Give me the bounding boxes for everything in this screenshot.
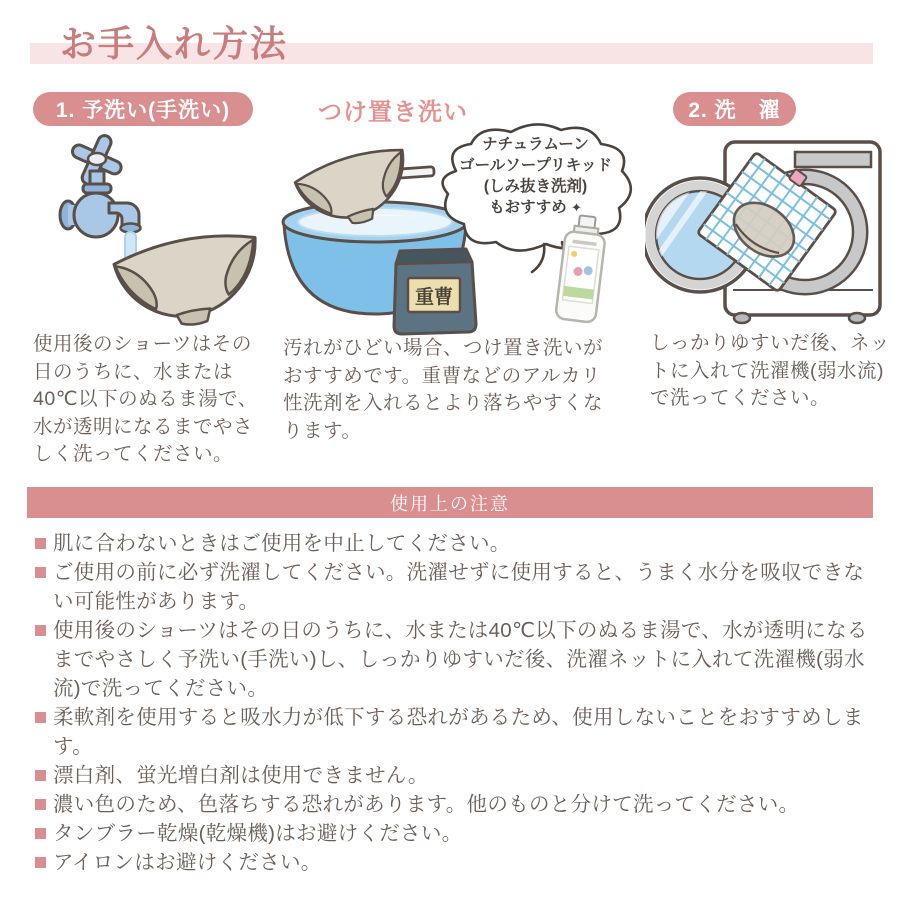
bullet-square-icon (35, 625, 46, 636)
bullet-square-icon (35, 567, 46, 578)
notice-item: ご使用の前に必ず洗濯してください。洗濯せずに使用すると、うまく水分を吸収できない可能性があります。 (35, 558, 880, 616)
bullet-square-icon (35, 828, 46, 839)
bubble-line: (しみ抜き洗剤) (483, 178, 588, 195)
faucet-rinse-illustration (35, 133, 267, 331)
bubble-line: もおすすめ ✦ (489, 199, 582, 216)
soak-header: つけ置き洗い (318, 99, 468, 126)
baking-soda-label: 重曹 (414, 287, 454, 308)
sparkle-icon: ✦ (571, 200, 582, 215)
bubble-line: ナチュラムーン (482, 136, 589, 153)
notice-item: 濃い色のため、色落ちする恐れがあります。他のものと分けて洗ってください。 (35, 790, 880, 819)
notice-list (35, 529, 880, 877)
faucet-icon (35, 133, 267, 331)
page-title: お手入れ方法 (60, 24, 289, 64)
notice-banner (27, 487, 873, 518)
step2-header-label: 2. 洗 濯 (688, 99, 781, 122)
step2-header-pill (673, 92, 796, 126)
bullet-square-icon (35, 857, 46, 868)
soak-description: 汚れがひどい場合、つけ置き洗いがおすすめです。重曹などのアルカリ性洗剤を入れるとより落ちやすくなります。 (283, 337, 604, 442)
washing-machine-illustration (645, 130, 885, 330)
notice-banner-label: 使用上の注意 (390, 493, 510, 514)
notice-item: 肌に合わないときはご使用を中止してください。 (35, 529, 880, 558)
bullet-square-icon (35, 770, 46, 781)
step1-header-label: 1. 予洗い(手洗い) (55, 99, 231, 122)
stain-remover-bottle (549, 214, 615, 330)
bottle-icon (549, 214, 615, 330)
notice-item: 漂白剤、蛍光増白剤は使用できません。 (35, 761, 880, 790)
notice-item: アイロンはお避けください。 (35, 848, 880, 877)
bubble-line: ゴールソープリキッド (459, 157, 612, 174)
bullet-square-icon (35, 538, 46, 549)
bubble-text (428, 134, 643, 218)
step1-header-pill (33, 92, 253, 126)
step1-description: 使用後のショーツはその日のうちに、水または40℃以下のぬるま湯で、水が透明になるまでやさしく洗ってください。 (33, 333, 258, 465)
notice-item: タンブラー乾燥(乾燥機)はお避けください。 (35, 819, 880, 848)
notice-item: 柔軟剤を使用すると吸水力が低下する恐れがあるため、使用しないことをおすすめします。 (35, 703, 880, 761)
bullet-square-icon (35, 712, 46, 723)
bullet-square-icon (35, 799, 46, 810)
notice-item: 使用後のショーツはその日のうちに、水または40℃以下のぬるま湯で、水が透明になるまでやさしく予洗い(手洗い)し、しっかりゆすいだ後、洗濯ネットに入れて洗濯機(弱水流)で洗ってください。 (35, 616, 880, 703)
washing-machine-icon (645, 130, 885, 330)
step2-description: しっかりゆすいだ後、ネットに入れて洗濯機(弱水流)で洗ってください。 (650, 332, 891, 409)
